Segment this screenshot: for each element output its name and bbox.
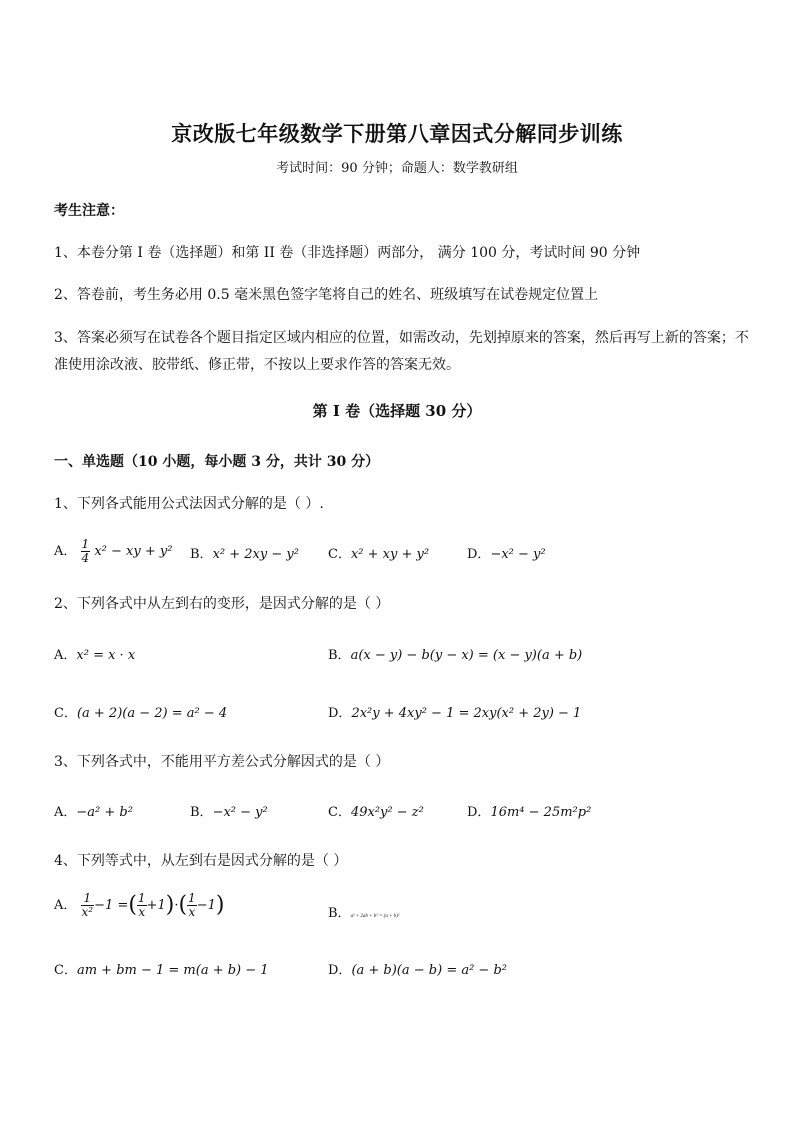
option-expression: +1 bbox=[146, 898, 166, 913]
question-4-stem: 4、下列等式中，从左到右是因式分解的是（ ） bbox=[54, 853, 348, 869]
q1-option-b[interactable] bbox=[190, 543, 299, 562]
option-label: C． bbox=[328, 547, 351, 562]
exam-info: 考试时间：90 分钟；命题人：数学教研组 bbox=[276, 161, 518, 176]
fraction bbox=[81, 892, 95, 919]
option-expression: 2x²y + 4xy² − 1 = 2xy(x² + 2y) − 1 bbox=[351, 706, 582, 721]
right-paren: ) bbox=[165, 892, 175, 918]
notice-item-2: 2、答卷前，考生务必用 0.5 毫米黑色签字笔将自己的姓名、班级填写在试卷规定位置上 bbox=[54, 287, 599, 303]
option-expression: −x² − y² bbox=[490, 547, 546, 562]
question-1-stem: 1、下列各式能用公式法因式分解的是（ ）. bbox=[54, 496, 324, 512]
q4-option-c[interactable] bbox=[54, 959, 269, 978]
option-label: A． bbox=[54, 805, 77, 820]
option-expression: x² − xy + y² bbox=[94, 544, 173, 559]
option-label: A． bbox=[54, 898, 77, 913]
left-paren: ( bbox=[128, 892, 137, 918]
option-label: C． bbox=[54, 963, 77, 978]
option-label: B． bbox=[328, 906, 351, 921]
fraction-denominator: x bbox=[138, 905, 146, 919]
q1-option-c[interactable] bbox=[328, 543, 429, 562]
option-label: C． bbox=[54, 706, 77, 721]
option-label: D． bbox=[467, 547, 491, 562]
option-label: A． bbox=[54, 648, 77, 663]
option-expression: 16m⁴ − 25m²p² bbox=[490, 805, 592, 820]
option-label: B． bbox=[190, 547, 213, 562]
q3-option-a[interactable] bbox=[54, 801, 133, 820]
multiply-dot: · bbox=[174, 898, 179, 913]
question-3-stem: 3、下列各式中，不能用平方差公式分解因式的是（ ） bbox=[54, 754, 390, 770]
option-expression: 49x²y² − z² bbox=[350, 805, 424, 820]
q3-option-d[interactable] bbox=[467, 801, 591, 820]
q2-option-d[interactable] bbox=[328, 702, 581, 721]
option-expression: x² = x · x bbox=[76, 648, 136, 663]
fraction-numerator: 1 bbox=[81, 537, 90, 551]
q4-option-a[interactable] bbox=[54, 892, 224, 919]
option-expression: −a² + b² bbox=[76, 805, 133, 820]
q1-option-d[interactable] bbox=[467, 543, 546, 562]
part-heading: 一、单选题（10 小题，每小题 3 分，共计 30 分） bbox=[54, 454, 380, 470]
q2-option-b[interactable] bbox=[328, 644, 582, 663]
q3-option-c[interactable] bbox=[328, 801, 424, 820]
q2-option-a[interactable] bbox=[54, 644, 135, 663]
question-2-stem: 2、下列各式中从左到右的变形，是因式分解的是（ ） bbox=[54, 596, 390, 612]
fraction bbox=[187, 892, 197, 919]
fraction-numerator: 1 bbox=[81, 892, 95, 906]
fraction bbox=[81, 538, 91, 565]
right-paren: ) bbox=[215, 892, 225, 918]
option-expression: −x² − y² bbox=[212, 805, 268, 820]
fraction-numerator: 1 bbox=[188, 891, 196, 905]
fraction-denominator: x² bbox=[81, 905, 94, 919]
q4-option-b[interactable] bbox=[328, 902, 399, 921]
option-expression: (a + 2)(a − 2) = a² − 4 bbox=[76, 706, 228, 721]
option-expression: −1 = bbox=[94, 898, 129, 913]
q3-option-b[interactable] bbox=[190, 801, 268, 820]
fraction bbox=[137, 892, 147, 919]
option-expression: x² + 2xy − y² bbox=[212, 547, 299, 562]
notice-item-3: 3、答案必须写在试卷各个题目指定区域内相应的位置，如需改动，先划掉原来的答案，然后再写上新的答案；不准使用涂改液、胶带纸、修正带，不按以上要求作答的答案无效。 bbox=[54, 330, 749, 373]
option-label: D． bbox=[328, 706, 352, 721]
fraction-denominator: x bbox=[188, 905, 196, 919]
option-expression: am + bm − 1 = m(a + b) − 1 bbox=[76, 963, 269, 978]
q1-option-a[interactable] bbox=[54, 538, 172, 565]
option-expression: a(x − y) − b(y − x) = (x − y)(a + b) bbox=[350, 648, 583, 663]
option-expression: a² + 2ab + b² = (a + b)² bbox=[350, 914, 400, 919]
option-label: B． bbox=[190, 805, 213, 820]
fraction-denominator: 4 bbox=[81, 551, 90, 565]
option-label: A． bbox=[54, 544, 77, 559]
left-paren: ( bbox=[178, 892, 188, 918]
option-label: D． bbox=[328, 963, 352, 978]
fraction-numerator: 1 bbox=[137, 891, 146, 905]
section-title: 第 I 卷（选择题 30 分） bbox=[312, 402, 482, 420]
option-label: C． bbox=[328, 805, 351, 820]
notice-heading: 考生注意： bbox=[54, 203, 124, 219]
notice-item-1: 1、本卷分第 I 卷（选择题）和第 II 卷（非选择题）两部分， 满分 100 分，考试时间 90 分钟 bbox=[54, 245, 641, 261]
q4-option-d[interactable] bbox=[328, 959, 507, 978]
option-label: D． bbox=[467, 805, 491, 820]
option-expression: (a + b)(a − b) = a² − b² bbox=[351, 963, 507, 978]
page-title: 京改版七年级数学下册第八章因式分解同步训练 bbox=[171, 121, 623, 146]
option-label: B． bbox=[328, 648, 351, 663]
option-expression: −1 bbox=[196, 898, 216, 913]
q2-option-c[interactable] bbox=[54, 702, 227, 721]
option-expression: x² + xy + y² bbox=[350, 547, 430, 562]
